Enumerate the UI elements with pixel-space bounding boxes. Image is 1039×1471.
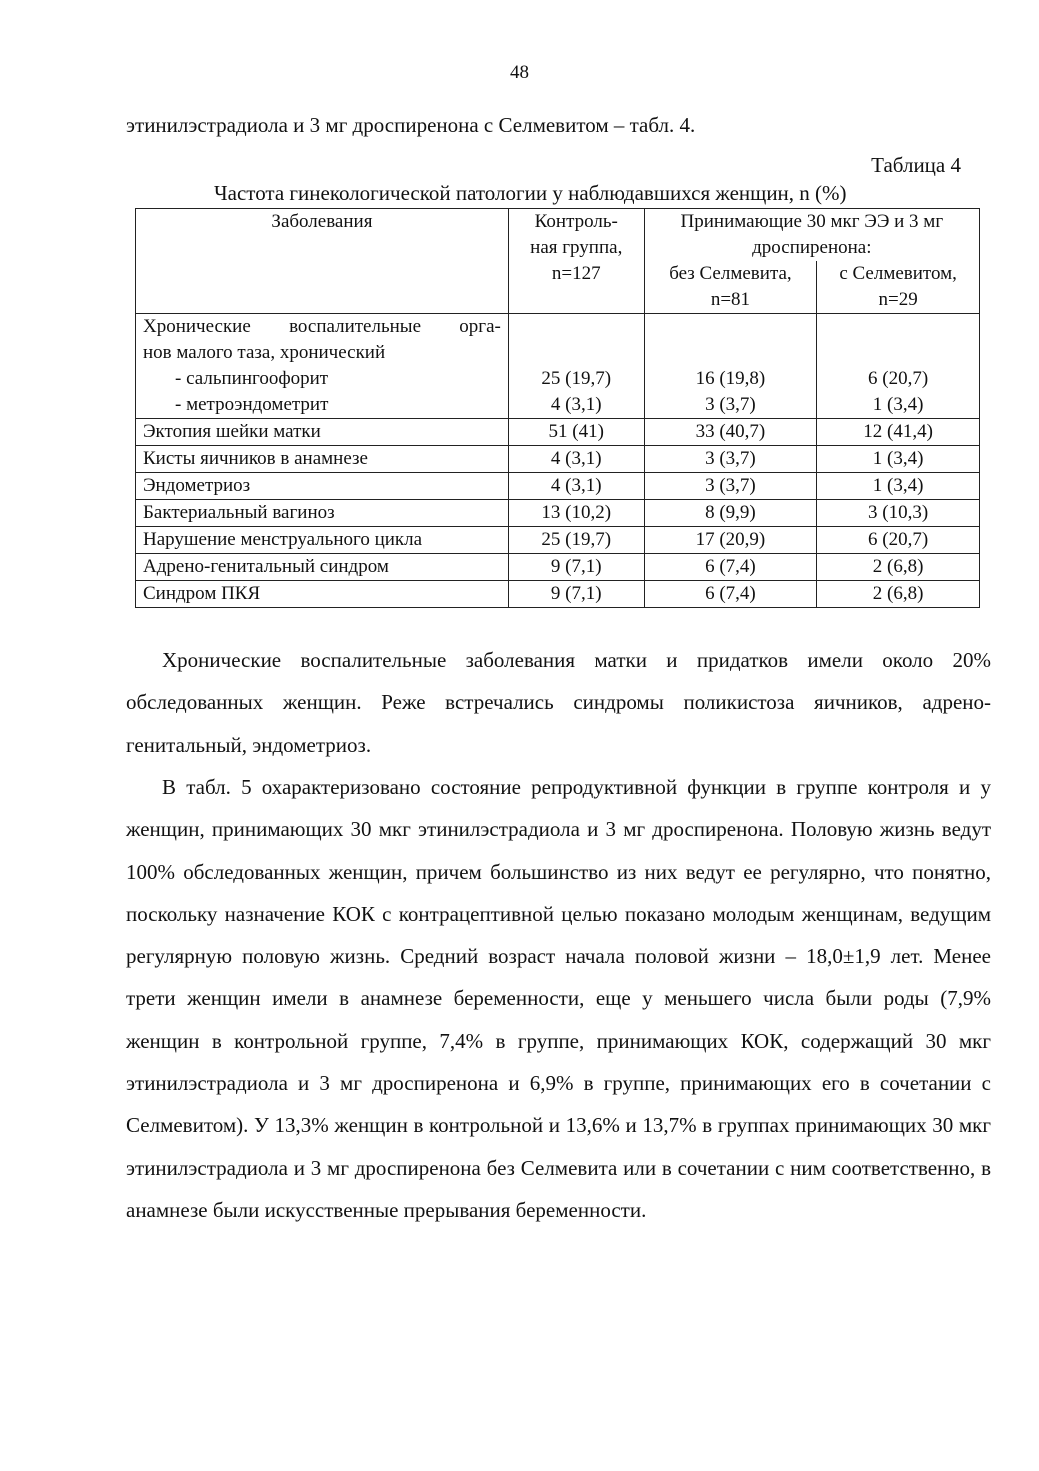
cell-control: 4 (3,1)	[508, 473, 644, 500]
header-disease: Заболевания	[136, 209, 509, 314]
cell-with-selmevit: 2 (6,8)	[817, 554, 980, 581]
cell-control: 25 (19,7) 4 (3,1)	[508, 314, 644, 419]
cell-without-selmevit: 3 (3,7)	[644, 473, 817, 500]
row-label: Бактериальный вагиноз	[136, 500, 509, 527]
cell-with-selmevit: 1 (3,4)	[817, 473, 980, 500]
table-row	[136, 581, 980, 608]
cell-without-selmevit: 33 (40,7)	[644, 419, 817, 446]
cell-with-selmevit: 12 (41,4)	[817, 419, 980, 446]
paragraph-text: В табл. 5 охарактеризовано состояние репродуктивной функции в группе контроля и у женщин, принимающих 30 мкг этинилэстрадиола и 3 мг дроспиренона. Половую жизнь ведут 100% обследованных женщин, причем большинство из них ведут ее регулярно, что понятно, поскольку назначение КОК с контрацептивной целью показано молодым женщинам, ведущим регулярную половую жизнь. Средний возраст начала половой жизни – 18,0±1,9 лет. Менее трети женщин имели в анамнезе беременности, еще у меньшего числа были роды (7,9% женщин в контрольной группе, 7,4% в группе, принимающих КОК, содержащий 30 мкг этинилэстрадиола и 3 мг дроспиренона и 6,9% в группе, принимающих его в сочетании с Селмевитом). У 13,3% женщин в контрольной и 13,6% и 13,7% в группах принимающих 30 мкг этинилэстрадиола и 3 мг дроспиренона без Селмевита или в сочетании с ним соответственно, в анамнезе были искусственные прерывания беременности.	[126, 775, 991, 1222]
row-label: Нарушение менструального цикла	[136, 527, 509, 554]
cell-without-selmevit: 16 (19,8) 3 (3,7)	[644, 314, 817, 419]
row-label: Эктопия шейки матки	[136, 419, 509, 446]
cell-with-selmevit: 2 (6,8)	[817, 581, 980, 608]
row-label-chronic: Хронические воспалительные орга- нов малого таза, хронический - сальпингоофорит - метроэндометрит	[136, 314, 509, 419]
cell-without-selmevit: 6 (7,4)	[644, 554, 817, 581]
table-header-row	[136, 209, 980, 262]
body-paragraph-1	[126, 639, 991, 766]
body-paragraph-2	[126, 766, 991, 1231]
table-row	[136, 500, 980, 527]
cell-without-selmevit: 6 (7,4)	[644, 581, 817, 608]
row-label: Кисты яичников в анамнезе	[136, 446, 509, 473]
header-with-selmevit: с Селмевитом, n=29	[817, 261, 980, 314]
cell-control: 51 (41)	[508, 419, 644, 446]
table-row-chronic-inflammatory	[136, 314, 980, 419]
table-row	[136, 473, 980, 500]
table-row	[136, 419, 980, 446]
row-label: Эндометриоз	[136, 473, 509, 500]
table-row	[136, 527, 980, 554]
intro-text-line: этинилэстрадиола и 3 мг дроспиренона с Селмевитом – табл. 4.	[126, 113, 696, 137]
cell-control: 9 (7,1)	[508, 554, 644, 581]
table-title: Частота гинекологической патологии у наблюдавшихся женщин, n (%)	[214, 181, 847, 205]
page-number: 48	[510, 62, 529, 83]
paragraph-text: Хронические воспалительные заболевания матки и придатков имели около 20% обследованных женщин. Реже встречались синдромы поликистоза яичников, адрено-генитальный, эндометриоз.	[126, 648, 991, 757]
header-control-group: Контроль- ная группа, n=127	[508, 209, 644, 314]
header-without-selmevit: без Селмевита, n=81	[644, 261, 817, 314]
gynecological-pathology-table	[135, 208, 980, 608]
row-label: Адрено-генитальный синдром	[136, 554, 509, 581]
cell-with-selmevit: 6 (20,7)	[817, 527, 980, 554]
row-label: Синдром ПКЯ	[136, 581, 509, 608]
cell-with-selmevit: 1 (3,4)	[817, 446, 980, 473]
cell-with-selmevit: 6 (20,7) 1 (3,4)	[817, 314, 980, 419]
table-row	[136, 446, 980, 473]
header-taking-group: Принимающие 30 мкг ЭЭ и 3 мг дроспиренона:	[644, 209, 979, 262]
cell-control: 4 (3,1)	[508, 446, 644, 473]
cell-control: 25 (19,7)	[508, 527, 644, 554]
cell-without-selmevit: 3 (3,7)	[644, 446, 817, 473]
table-row	[136, 554, 980, 581]
cell-control: 13 (10,2)	[508, 500, 644, 527]
cell-without-selmevit: 8 (9,9)	[644, 500, 817, 527]
cell-control: 9 (7,1)	[508, 581, 644, 608]
table-label: Таблица 4	[871, 153, 961, 177]
cell-without-selmevit: 17 (20,9)	[644, 527, 817, 554]
cell-with-selmevit: 3 (10,3)	[817, 500, 980, 527]
